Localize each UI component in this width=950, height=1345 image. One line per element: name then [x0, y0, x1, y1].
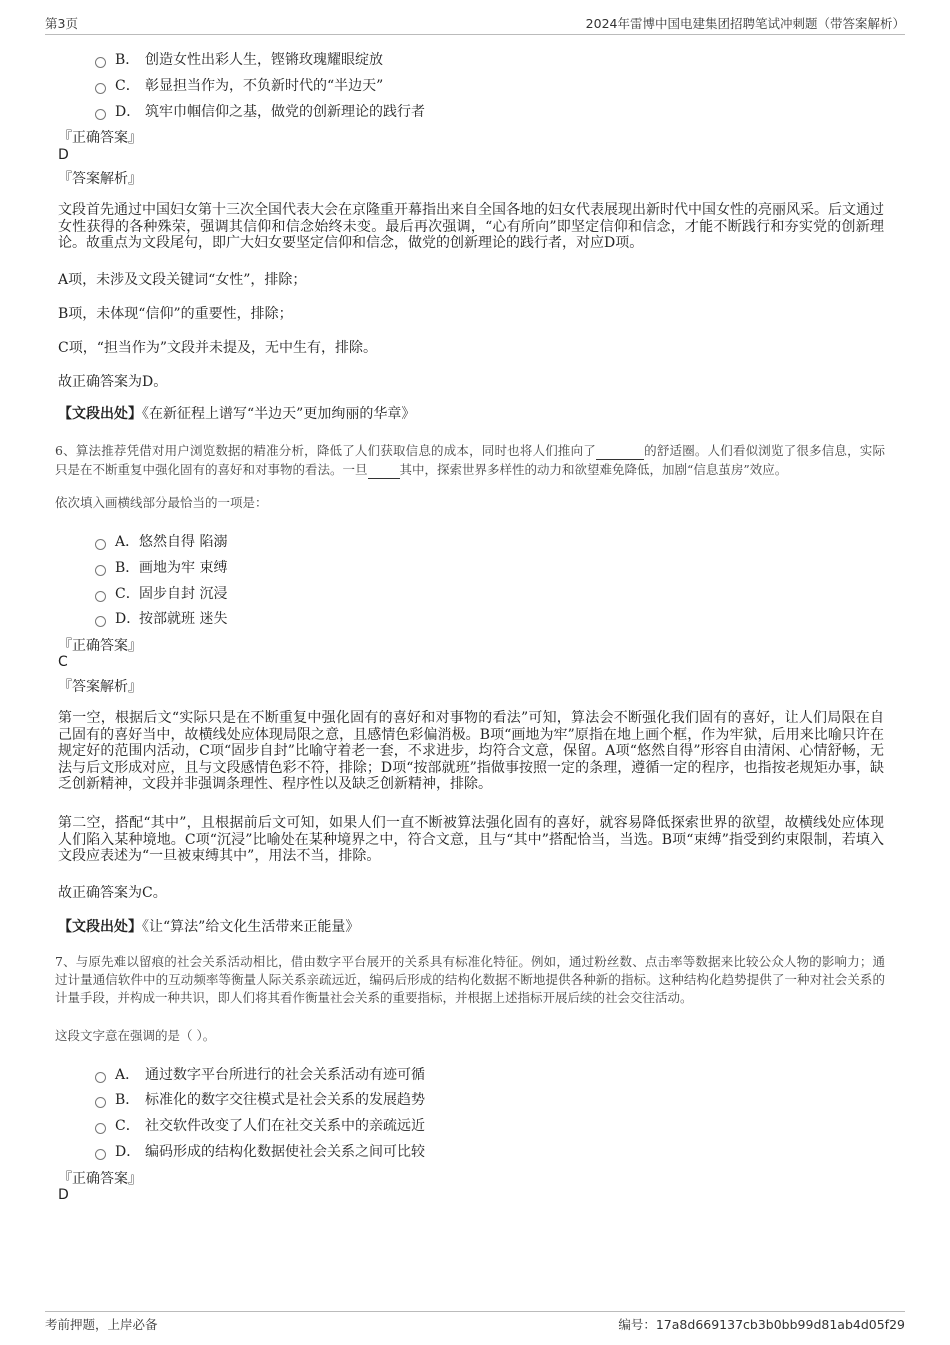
radio-icon[interactable] — [95, 591, 106, 602]
q6-option-d[interactable]: D． 按部就班 迷失 — [95, 608, 227, 628]
q7-option-d[interactable]: D． 编码形成的结构化数据使社会关系之间可比较 — [95, 1141, 425, 1161]
q7-option-c[interactable]: C． 社交软件改变了人们在社交关系中的亲疏远近 — [95, 1115, 425, 1135]
q5-analysis-paragraph: 文段首先通过中国妇女第十三次全国代表大会在京隆重开幕指出来自全国各地的妇女代表展现出新时代中国女性的亮丽风采。后文通过女性获得的各种殊荣，强调其信仰和信念始终未变。最后再次强调，“心有所向”即坚定信仰和信念，才能不断践行和夯实党的创新理论。故重点为文段尾句，即广大妇女要坚定信仰和信念，做党的创新理论的践行者，对应D项。 — [58, 202, 884, 251]
page-footer — [45, 1311, 905, 1336]
q5-answer: D — [58, 147, 69, 163]
document-title: 2024年雷博中国电建集团招聘笔试冲刺题（带答案解析） — [585, 16, 905, 31]
radio-icon[interactable] — [95, 83, 106, 94]
q6-answer-label: 『正确答案』 — [58, 638, 142, 654]
radio-icon[interactable] — [95, 1097, 106, 1108]
q6-prompt: 依次填入画横线部分最恰当的一项是： — [55, 495, 268, 510]
q5-option-c[interactable]: C． 彰显担当作为，不负新时代的“半边天” — [95, 75, 383, 95]
radio-icon[interactable] — [95, 57, 106, 68]
radio-icon[interactable] — [95, 1149, 106, 1160]
q6-analysis-paragraph: 第二空，搭配“其中”，且根据前后文可知，如果人们一直不断被算法强化固有的喜好，就容易降低探索世界的欲望，故横线处应体现人们陷入某种境地。C项“沉浸”比喻处在某种境界之中，符合文意，且与“其中”搭配恰当，当选。B项“束缚”指受到约束限制，若填入文段应表述为“一旦被束缚其中”，用法不当，排除。 — [58, 815, 884, 864]
q6-option-b[interactable]: B． 画地为牢 束缚 — [95, 557, 227, 577]
q5-analysis-paragraph: B项，未体现“信仰”的重要性，排除； — [58, 306, 293, 322]
q6-stem: 6、算法推荐凭借对用户浏览数据的精准分析，降低了人们获取信息的成本，同时也将人们推向了 的舒适圈。人们看似浏览了很多信息，实际只是在不断重复中强化固有的喜好和对事物的看法。一旦 其中，探索世界多样性的动力和欲望难免降低，加剧“信息茧房”效应。 — [55, 443, 885, 477]
document-code: 编号：17a8d669137cb3b0bb99d81ab4d05f29 — [618, 1317, 905, 1332]
q6-option-c[interactable]: C． 固步自封 沉浸 — [95, 583, 227, 603]
q5-analysis-paragraph: C项，“担当作为”文段并未提及，无中生有，排除。 — [58, 340, 378, 356]
page-header — [45, 14, 905, 35]
q7-prompt: 这段文字意在强调的是（ ）。 — [55, 1028, 216, 1043]
q7-option-a[interactable]: A． 通过数字平台所进行的社会关系活动有迹可循 — [95, 1064, 425, 1084]
q6-analysis-label: 『答案解析』 — [58, 679, 142, 695]
q5-answer-label: 『正确答案』 — [58, 130, 142, 146]
q5-analysis-paragraph: A项，未涉及文段关键词“女性”，排除； — [58, 272, 307, 288]
radio-icon[interactable] — [95, 1072, 106, 1083]
radio-icon[interactable] — [95, 539, 106, 550]
q7-option-b[interactable]: B． 标准化的数字交往模式是社会关系的发展趋势 — [95, 1089, 425, 1109]
radio-icon[interactable] — [95, 1123, 106, 1134]
q5-source: 【文段出处】《在新征程上谱写“半边天”更加绚丽的华章》 — [58, 406, 416, 422]
q6-analysis-paragraph: 第一空，根据后文“实际只是在不断重复中强化固有的喜好和对事物的看法”可知，算法会不断强化我们固有的喜好，让人们局限在自己固有的喜好当中，故横线处应体现局限之意，且感情色彩偏消极。B项“画地为牢”原指在地上画个框，作为牢狱，后用来比喻只许在规定好的范围内活动，C项“固步自封”比喻守着老一套，不求进步，均符合文意，保留。A项“悠然自得”形容自由清闲、心情舒畅，无法与后文形成对应，且与文段感情色彩不符，排除；D项“按部就班”指做事按照一定的条理，遵循一定的程序，也指按老规矩办事，缺乏创新精神，文段并非强调条理性、程序性以及缺乏创新精神，排除。 — [58, 710, 884, 792]
q7-answer-label: 『正确答案』 — [58, 1171, 142, 1187]
q5-option-d[interactable]: D． 筑牢巾帼信仰之基，做党的创新理论的践行者 — [95, 101, 425, 121]
q5-analysis-label: 『答案解析』 — [58, 171, 142, 187]
footer-slogan: 考前押题，上岸必备 — [45, 1317, 158, 1332]
q6-source: 【文段出处】《让“算法”给文化生活带来正能量》 — [58, 919, 360, 935]
q6-analysis-paragraph: 故正确答案为C。 — [58, 885, 167, 901]
q5-analysis-paragraph: 故正确答案为D。 — [58, 374, 168, 390]
q5-option-b[interactable]: B． 创造女性出彩人生，铿锵玫瑰耀眼绽放 — [95, 49, 383, 69]
q7-stem: 7、与原先难以留痕的社会关系活动相比，借由数字平台展开的关系具有标准化特征。例如，通过粉丝数、点击率等数据来比较公众人物的影响力；通过计量通信软件中的互动频率等衡量人际关系亲疏远近，编码后形成的结构化数据不断地提供各种新的指标。这种结构化趋势提供了一种对社会关系的计量手段，并构成一种共识，即人们将其看作衡量社会关系的重要指标，并根据上述指标开展后续的社会交往活动。 — [55, 954, 885, 1005]
page-number: 第3页 — [45, 16, 78, 31]
radio-icon[interactable] — [95, 565, 106, 576]
q6-answer: C — [58, 654, 68, 670]
radio-icon[interactable] — [95, 616, 106, 627]
q6-option-a[interactable]: A． 悠然自得 陷溺 — [95, 531, 227, 551]
radio-icon[interactable] — [95, 109, 106, 120]
blank-1 — [596, 441, 644, 460]
blank-2 — [368, 460, 400, 479]
q7-answer: D — [58, 1187, 69, 1203]
